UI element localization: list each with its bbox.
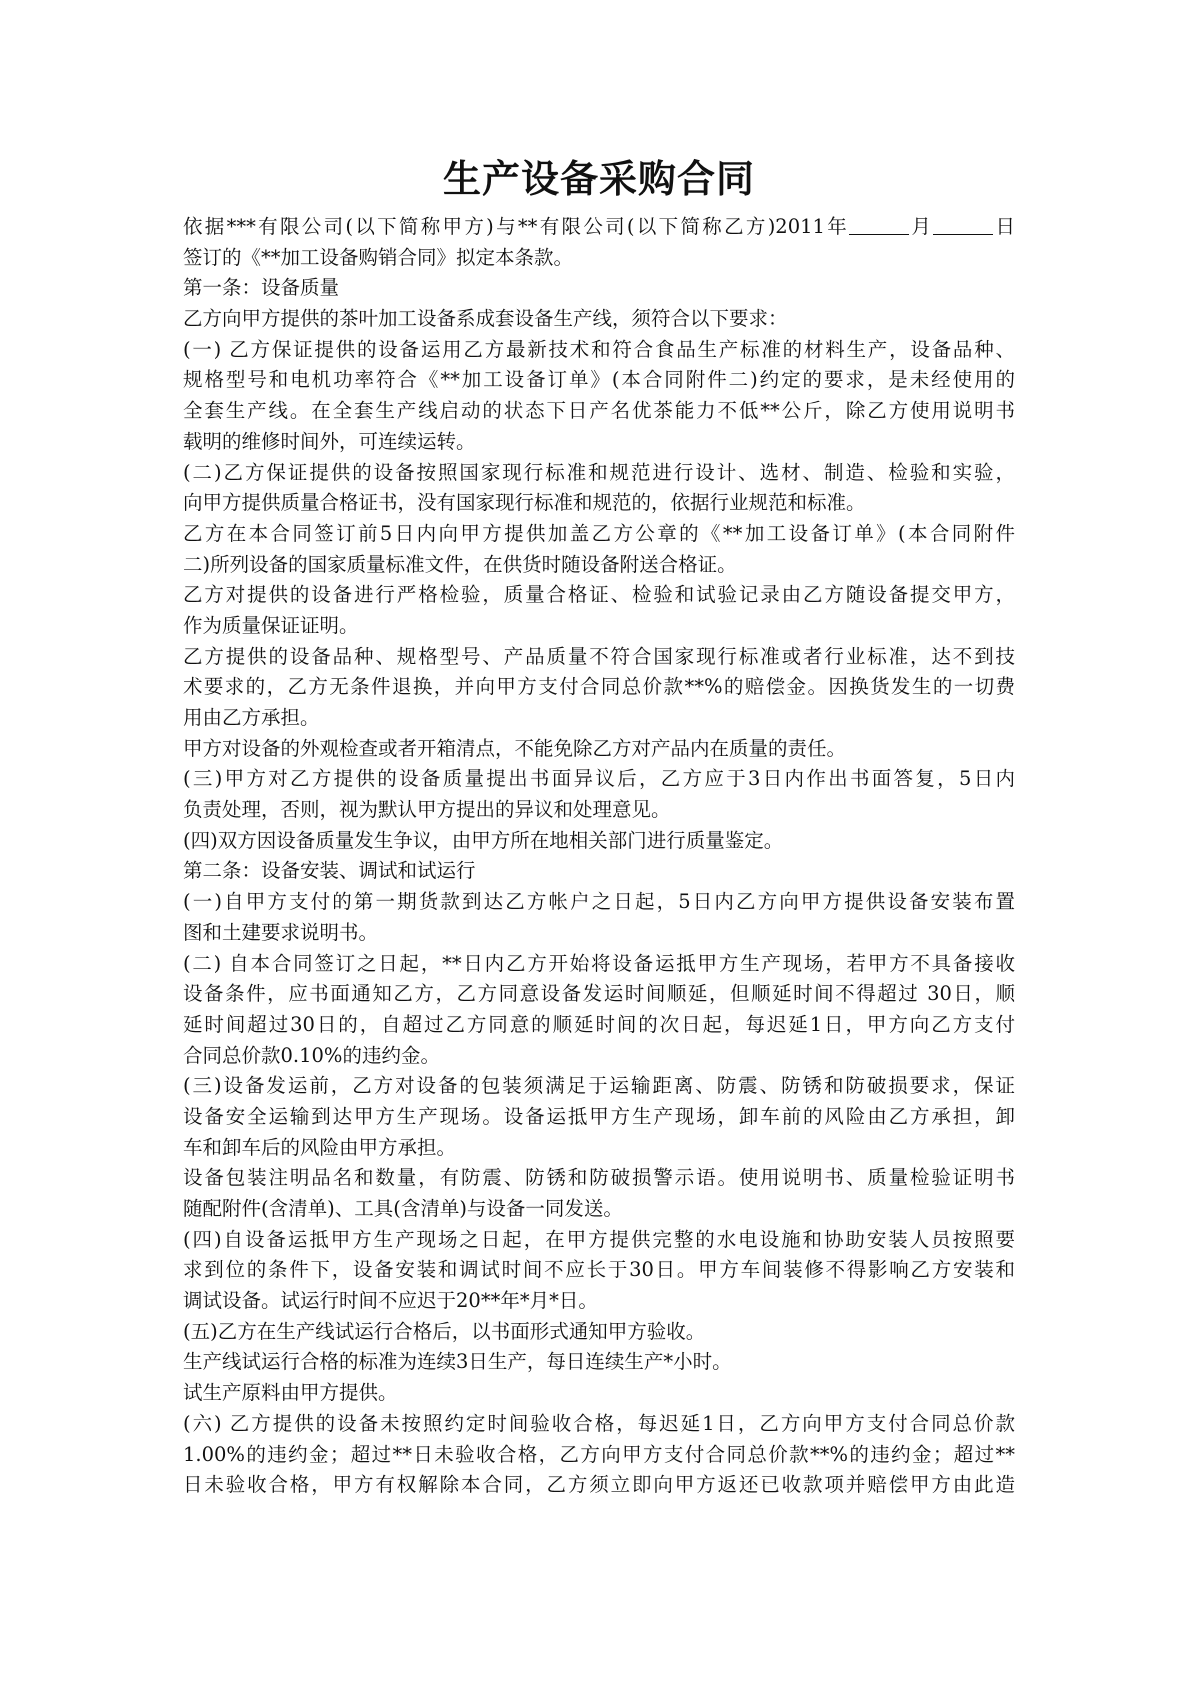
paragraph-line: 全套生产线。在全套生产线启动的状态下日产名优茶能力不低**公斤，除乙方使用说明书 bbox=[183, 399, 1015, 423]
paragraph-line: 二)所列设备的国家质量标准文件，在供货时随设备附送合格证。 bbox=[183, 552, 737, 576]
paragraph-line: (一) 乙方保证提供的设备运用乙方最新技术和符合食品生产标准的材料生产，设备品种、 bbox=[183, 337, 1015, 361]
paragraph-line: 车和卸车后的风险由甲方承担。 bbox=[183, 1135, 457, 1159]
paragraph-line: 生产线试运行合格的标准为连续3日生产，每日连续生产*小时。 bbox=[183, 1350, 732, 1374]
paragraph-line: (三)甲方对乙方提供的设备质量提出书面异议后，乙方应于3日内作出书面答复，5日内 bbox=[183, 767, 1015, 791]
paragraph-line: 第二条：设备安装、调试和试运行 bbox=[183, 859, 476, 883]
paragraph-line: 术要求的，乙方无条件退换，并向甲方支付合同总价款**%的赔偿金。因换货发生的一切费 bbox=[183, 675, 1015, 699]
paragraph-line: 延时间超过30日的，自超过乙方同意的顺延时间的次日起，每迟延1日，甲方向乙方支付 bbox=[183, 1012, 1015, 1036]
paragraph-line: 图和土建要求说明书。 bbox=[183, 920, 379, 944]
intro-text: 依据***有限公司(以下简称甲方)与**有限公司(以下简称乙方)2011年 bbox=[183, 215, 850, 238]
month-blank bbox=[849, 214, 909, 235]
paragraph-line: 设备条件，应书面通知乙方，乙方同意设备发运时间顺延，但顺延时间不得超过 30日，顺 bbox=[183, 982, 1015, 1006]
paragraph-line: 甲方对设备的外观检查或者开箱清点，不能免除乙方对产品内在质量的责任。 bbox=[183, 736, 847, 760]
day-label: 日 bbox=[993, 215, 1015, 238]
contract-lines bbox=[183, 273, 1015, 1501]
document-title: 生产设备采购合同 bbox=[442, 156, 755, 201]
intro-line-1 bbox=[183, 212, 1015, 243]
paragraph-line: 规格型号和电机功率符合《**加工设备订单》(本合同附件二)约定的要求，是未经使用的 bbox=[183, 368, 1015, 392]
paragraph-line: 合同总价款0.10%的违约金。 bbox=[183, 1043, 440, 1067]
day-blank bbox=[933, 214, 993, 235]
paragraph-line: 随配附件(含清单)、工具(含清单)与设备一同发送。 bbox=[183, 1197, 623, 1220]
paragraph-line: 载明的维修时间外，可连续运转。 bbox=[183, 429, 476, 453]
paragraph-line: (五)乙方在生产线试运行合格后，以书面形式通知甲方验收。 bbox=[183, 1319, 706, 1343]
paragraph-line: 用由乙方承担。 bbox=[183, 706, 320, 729]
paragraph-line: (二)乙方保证提供的设备按照国家现行标准和规范进行设计、选材、制造、检验和实验， bbox=[183, 460, 1015, 484]
intro-line-2: 签订的《**加工设备购销合同》拟定本条款。 bbox=[183, 245, 574, 269]
paragraph-line: 设备包装注明品名和数量，有防震、防锈和防破损警示语。使用说明书、质量检验证明书 bbox=[183, 1166, 1015, 1190]
paragraph-line: 乙方提供的设备品种、规格型号、产品质量不符合国家现行标准或者行业标准，达不到技 bbox=[183, 644, 1015, 668]
paragraph-line: 负责处理，否则，视为默认甲方提出的异议和处理意见。 bbox=[183, 798, 671, 822]
document-body bbox=[183, 212, 1015, 1501]
paragraph-line: 1.00%的违约金；超过**日未验收合格，乙方向甲方支付合同总价款**%的违约金；超过** bbox=[183, 1442, 1015, 1466]
paragraph-line: 设备安全运输到达甲方生产现场。设备运抵甲方生产现场，卸车前的风险由乙方承担，卸 bbox=[183, 1104, 1015, 1128]
paragraph-line: (一)自甲方支付的第一期货款到达乙方帐户之日起，5日内乙方向甲方提供设备安装布置 bbox=[183, 890, 1015, 914]
paragraph-line: 向甲方提供质量合格证书，没有国家现行标准和规范的，依据行业规范和标准。 bbox=[183, 491, 866, 515]
paragraph-line: (四)自设备运抵甲方生产现场之日起，在甲方提供完整的水电设施和协助安装人员按照要 bbox=[183, 1227, 1015, 1251]
paragraph-line: (四)双方因设备质量发生争议，由甲方所在地相关部门进行质量鉴定。 bbox=[183, 828, 784, 852]
paragraph-line: 作为质量保证证明。 bbox=[183, 613, 359, 637]
paragraph-line: (三)设备发运前，乙方对设备的包装须满足于运输距离、防震、防锈和防破损要求，保证 bbox=[183, 1074, 1015, 1098]
paragraph-line: 乙方对提供的设备进行严格检验，质量合格证、检验和试验记录由乙方随设备提交甲方， bbox=[183, 583, 1015, 607]
paragraph-line: 调试设备。试运行时间不应迟于20**年*月*日。 bbox=[183, 1289, 598, 1313]
paragraph-line: 乙方在本合同签订前5日内向甲方提供加盖乙方公章的《**加工设备订单》(本合同附件 bbox=[183, 521, 1015, 545]
paragraph-line: 乙方向甲方提供的茶叶加工设备系成套设备生产线，须符合以下要求： bbox=[183, 307, 788, 331]
paragraph-line: 日未验收合格，甲方有权解除本合同，乙方须立即向甲方返还已收款项并赔偿甲方由此造 bbox=[183, 1473, 1015, 1497]
document-page bbox=[183, 150, 1015, 1501]
paragraph-line: (六) 乙方提供的设备未按照约定时间验收合格，每迟延1日，乙方向甲方支付合同总价款 bbox=[183, 1411, 1015, 1435]
month-label: 月 bbox=[909, 215, 934, 238]
paragraph-line: 试生产原料由甲方提供。 bbox=[183, 1381, 398, 1405]
paragraph-line: 求到位的条件下，设备安装和调试时间不应长于30日。甲方车间装修不得影响乙方安装和 bbox=[183, 1258, 1015, 1282]
paragraph-line: 第一条：设备质量 bbox=[183, 276, 340, 300]
paragraph-line: (二) 自本合同签订之日起，**日内乙方开始将设备运抵甲方生产现场，若甲方不具备接收 bbox=[183, 951, 1015, 975]
